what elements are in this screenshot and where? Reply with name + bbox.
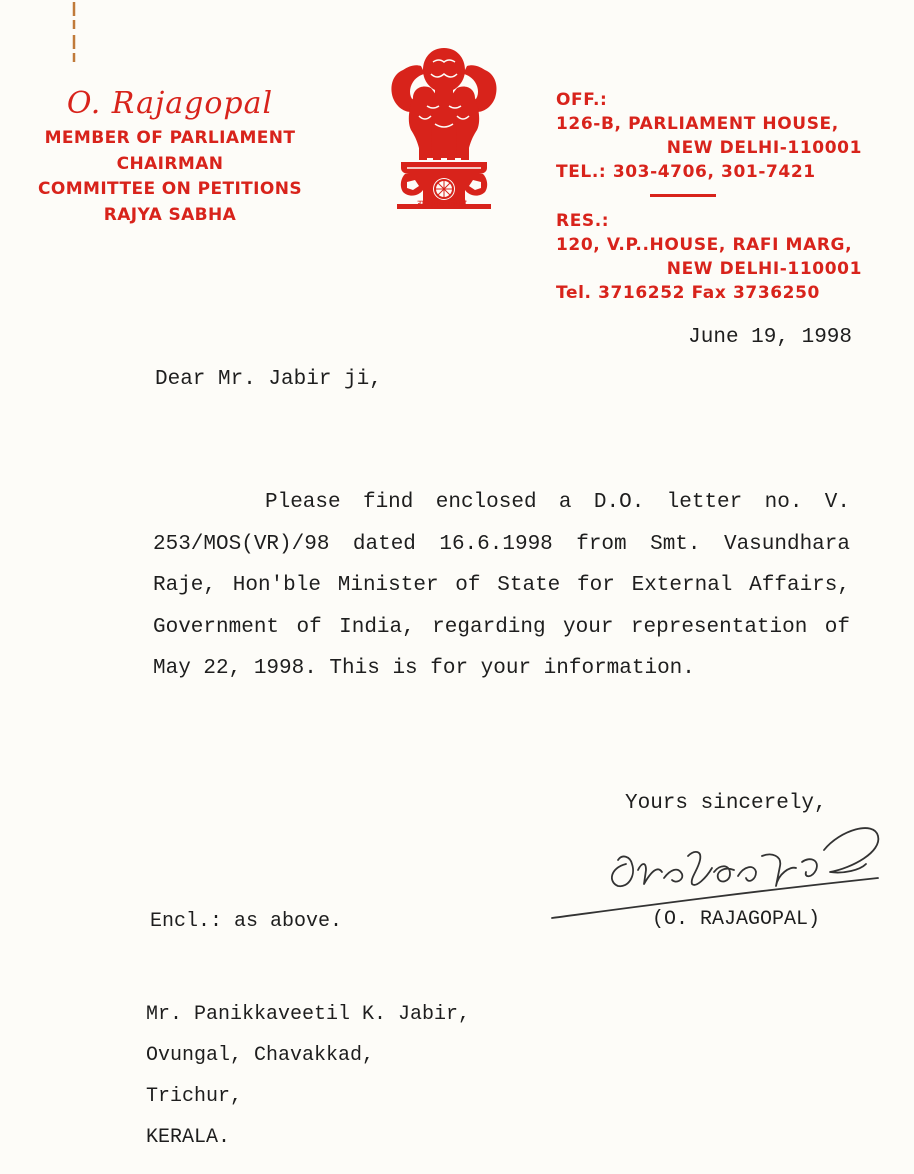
- address-divider: [650, 194, 716, 197]
- letter-body: [153, 482, 850, 690]
- letterhead-addresses: [556, 88, 862, 305]
- enclosure-note: Encl.: as above.: [150, 910, 343, 933]
- sender-name: O. Rajagopal: [66, 86, 274, 121]
- recipient-line-2: Ovungal, Chavakkad,: [146, 1044, 375, 1067]
- national-emblem-icon: [383, 40, 505, 220]
- recipient-line-3: Trichur,: [146, 1085, 243, 1108]
- residence-label: RES.:: [556, 211, 610, 231]
- recipient-line-1: Mr. Panikkaveetil K. Jabir,: [146, 1003, 471, 1026]
- sender-title-4: RAJYA SABHA: [103, 204, 237, 225]
- office-address-line-2: NEW DELHI-110001: [666, 138, 862, 158]
- sender-title-2: CHAIRMAN: [116, 153, 224, 174]
- recipient-line-4: KERALA.: [146, 1126, 231, 1149]
- office-telephone: TEL.: 303-4706, 301-7421: [556, 162, 816, 182]
- emblem-motto: सत्यमेव जयते: [417, 199, 467, 210]
- sender-title-3: COMMITTEE ON PETITIONS: [37, 179, 303, 199]
- salutation: Dear Mr. Jabir ji,: [155, 368, 382, 391]
- office-label: OFF.:: [556, 90, 608, 110]
- letter-date: June 19, 1998: [688, 326, 852, 349]
- recipient-address: [146, 994, 470, 1158]
- closing: Yours sincerely,: [625, 792, 827, 815]
- residence-address-line-1: 120, V.P..HOUSE, RAFI MARG,: [556, 235, 853, 255]
- residence-telephone: Tel. 3716252 Fax 3736250: [556, 283, 820, 303]
- letterhead-sender: [20, 84, 320, 228]
- sender-title-1: MEMBER OF PARLIAMENT: [44, 128, 296, 148]
- signatory-name: (O. RAJAGOPAL): [652, 908, 821, 931]
- office-address-line-1: 126-B, PARLIAMENT HOUSE,: [556, 114, 839, 134]
- body-paragraph: Please find enclosed a D.O. letter no. V. 253/MOS(VR)/98 dated 16.6.1998 from Smt. Vasundhara Raje, Hon'ble Minister of State for External Affairs, Government of India, regarding your representation of May 22, 1998. This is for your information.: [153, 491, 850, 680]
- residence-address-line-2: NEW DELHI-110001: [666, 259, 862, 279]
- margin-ink-mark: [71, 0, 77, 70]
